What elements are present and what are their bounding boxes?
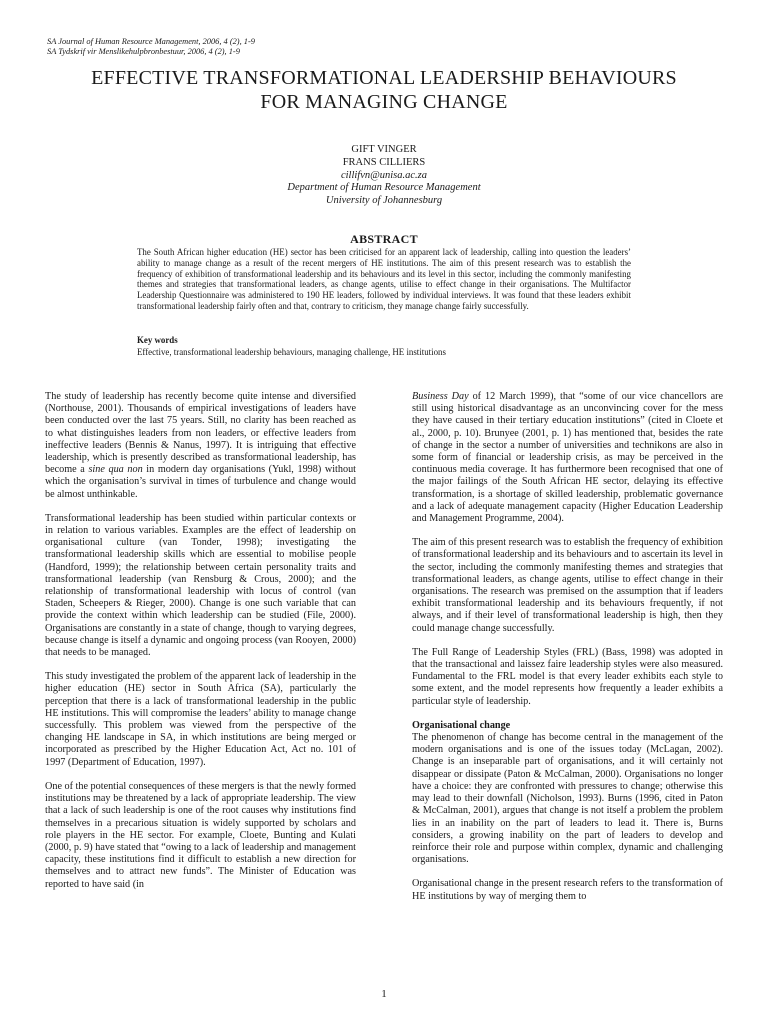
right-paragraph-4: The phenomenon of change has become central in the management of the modern organisations and is one of the issues today (McLagan, 2002). Change is an inseparable part of organisations, and it will certainly not disappear or dissipate (Paton & McCalman, 2000). Organisations no longer have a choice: they are confronted with pressures to change; otherwise this may lead to their downfall (Nicholson, 1993). Burns (1996, cited in Paton & McCalman, 2001), argues that change is not itself a problem the problem lies in an inability on the part of leaders to lead it. There is, Burns considers, a growing inability on the part of leaders to develop and reinforce their role and purpose within complex, dynamic and challenging organisations.: [412, 732, 723, 866]
author-department: Department of Human Resource Management: [287, 182, 481, 194]
left-paragraph-4: One of the potential consequences of these mergers is that the newly formed institutions may be threatened by a lack of appropriate leadership. The view that a lack of such leadership is one of the root causes why institutions find themselves in a precarious situation is widely supported by scholars and role players in the HE sector. For example, Cloete, Bunting and Kulati (2000, p. 9) have stated that “owing to a lack of leadership and management capacity, these institutions find it difficult to establish a new direction for themselves and to attract new funds”. The Minister of Education was reported to have said (in: [45, 780, 356, 890]
author-name-2: FRANS CILLIERS: [342, 156, 426, 168]
body-right-column: [412, 391, 723, 915]
author-university: University of Johannesburg: [325, 195, 443, 207]
right-paragraph-1-italic: Business Day: [412, 391, 469, 402]
left-paragraph-1: [45, 391, 356, 501]
keywords-text: Effective, transformational leadership behaviours, managing challenge, HE institutions: [137, 347, 446, 357]
right-paragraph-1-text: of 12 March 1999), that “some of our vice chancellors are still using historical disadvantage as an unconvincing cover for the mess they have caused in their tertiary education institutions” (cited in Cloete et al., 2000, p. 10). Brunyee (2001, p. 1) has mentioned that, besides the rate of change in the sector a number of universities and technikons are also in some form of financial or leadership crisis, as may be perceived in the continuous media coverage. It has furthermore been recognised that one of the major failings of the South African HE sector, delaying its effective transformation, is a shortage of skilled leadership, problematic governance and a lack of adequate management capacity (Higher Education Leadership and Management Programme, 2004).: [412, 391, 723, 525]
section-heading-organisational-change: Organisational change: [412, 719, 511, 731]
author-block: [0, 144, 768, 208]
journal-citation-english: SA Journal of Human Resource Management, 2006, 4 (2), 1-9: [47, 37, 255, 46]
left-paragraph-3: This study investigated the problem of the apparent lack of leadership in the higher education (HE) sector in South Africa (SA), particularly the perception that there is a lack of transformational leadership in the public HE institutions. This will compromise the leaders’ ability to manage change successfully. This problem was viewed from the perspective of the changing HE landscape in SA, in which institutions are being merged or incorporated as prescribed by the Higher Education Act, Act no. 101 of 1997 (Department of Education, 1997).: [45, 671, 356, 768]
page-number: 1: [381, 988, 387, 1000]
paper-title-line-1: EFFECTIVE TRANSFORMATIONAL LEADERSHIP BEHAVIOURS: [91, 67, 677, 89]
author-name-1: GIFT VINGER: [351, 144, 417, 155]
abstract-heading: ABSTRACT: [350, 232, 418, 246]
right-paragraph-1: [412, 391, 723, 525]
abstract-text: The South African higher education (HE) sector has been criticised for an apparent lack of leadership, calling into question the leaders’ ability to manage change as a result of the recent mergers of HE institutions. The aim of this present research was to establish the frequency of exhibition of transformational leadership and its behaviours and its level in this sector, including the commonly manifesting themes and strategies that transformational leaders, as change agents, utilise to effect change in their organisations. The Multifactor Leadership Questionnaire was administered to 190 HE leaders, followed by individual interviews. It was found that these leaders exhibit transformational leadership fairly often and that, contrary to criticism, they manage change fairly successfully.: [137, 247, 631, 311]
paper-title: [0, 66, 768, 114]
author-email[interactable]: cillifvn@unisa.ac.za: [340, 169, 428, 181]
body-left-column: [45, 391, 356, 903]
right-paragraph-3: The Full Range of Leadership Styles (FRL) (Bass, 1998) was adopted in that the transactional and laissez faire leadership styles were also measured. Fundamental to the FRL model is that every leader exhibits each style to some extent, and the model represents how frequently a leader exhibits a particular style of leadership.: [412, 646, 723, 707]
journal-citation-afrikaans: SA Tydskrif vir Menslikehulpbronbestuur, 2006, 4 (2), 1-9: [47, 47, 240, 56]
left-paragraph-2: Transformational leadership has been studied within particular contexts or in relation to various variables. Examples are the effect of leadership on organisational culture (van Tonder, 1998); investigating the transformational leadership skills which are essential to mobilise people (Handford, 1999); the relationship between certain personality traits and transformational leadership (van Rensburg & Crous, 2000); and the relationship of transformational leadership with locus of control (van Staden, Scheepers & Rieger, 2000). Change is one such variable that can provide the context within which leadership can be studied (File, 2000). Organisations are constantly in a state of change, though to varying degrees, because change is itself a dynamic and ongoing process (van Rooyen, 2000) that needs to be managed.: [45, 512, 356, 659]
left-paragraph-1-part-b: in modern day organisations (Yukl, 1998) without which the organisation’s survival in times of turbulence and change would be almost unthinkable.: [45, 464, 356, 500]
right-paragraph-5: Organisational change in the present research refers to the transformation of HE institutions by way of merging them to: [412, 878, 723, 902]
paper-title-line-2: FOR MANAGING CHANGE: [260, 91, 508, 113]
keywords-heading: Key words: [137, 335, 178, 345]
left-paragraph-1-italic: sine qua non: [88, 464, 143, 476]
journal-citation: [47, 37, 255, 57]
left-paragraph-1-part-a: The study of leadership has recently become quite intense and diversified (Northouse, 2001). Thousands of empirical investigations of leaders have been conducted over the last 75 years. Still, no clarity has been reached as to what distinguishes leaders from non leaders, or effective leaders from ineffective leaders (Bennis & Nanus, 1997). It is intriguing that effective leadership, which is presently described as transformational leadership, has become a: [45, 391, 356, 476]
right-paragraph-2: The aim of this present research was to establish the frequency of exhibition of transformational leadership and its behaviours and to ascertain its level in the sector, including the commonly manifesting themes and strategies that transformational leaders, as change agents, utilise to effect change in their organisations. The research was premised on the assumption that if leaders exhibit transformational leadership and its behaviours frequently, if not always, and if their level of transformational leadership is high, then they could manage change successfully.: [412, 537, 723, 634]
